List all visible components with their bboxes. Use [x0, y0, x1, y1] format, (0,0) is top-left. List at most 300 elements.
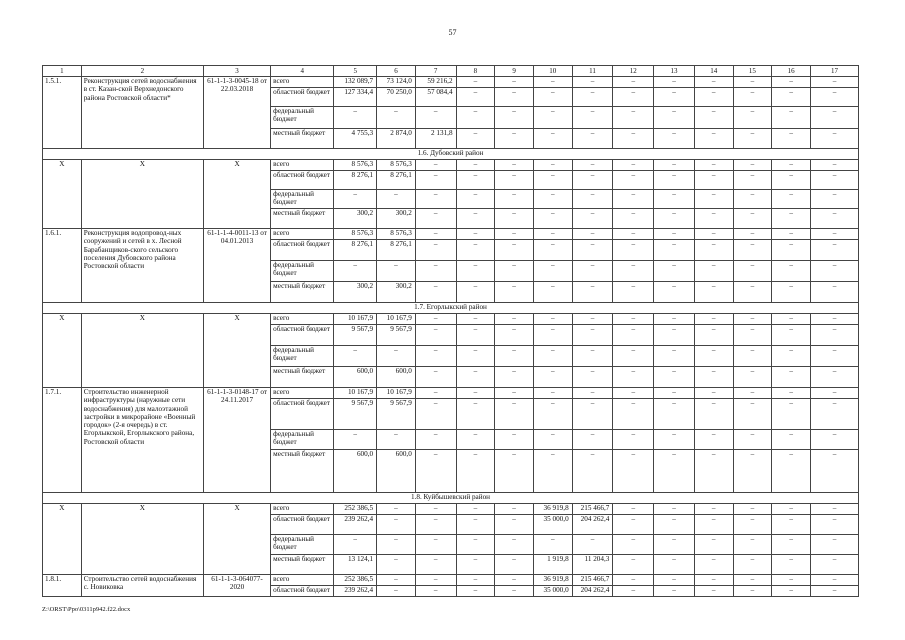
- dash-cell: –: [572, 282, 613, 303]
- dash-cell: –: [415, 325, 456, 346]
- item-number: 1.7.1.: [43, 388, 82, 493]
- dash-cell: –: [334, 261, 377, 282]
- dash-cell: –: [572, 160, 613, 171]
- dash-cell: –: [613, 504, 654, 515]
- dash-cell: –: [772, 314, 811, 325]
- value-cell: 132 089,7: [334, 77, 377, 88]
- dash-cell: –: [495, 129, 534, 149]
- value-cell: 252 386,5: [334, 504, 377, 515]
- value-cell: 215 466,7: [572, 575, 613, 586]
- dash-cell: –: [572, 535, 613, 555]
- funding-source: областной бюджет: [271, 171, 334, 190]
- value-cell: 36 919,8: [533, 575, 572, 586]
- dash-cell: –: [456, 88, 495, 107]
- dash-cell: –: [495, 586, 534, 597]
- column-number: 12: [613, 66, 654, 77]
- dash-cell: –: [415, 229, 456, 240]
- funding-source: местный бюджет: [271, 209, 334, 229]
- dash-cell: –: [810, 388, 858, 399]
- dash-cell: –: [533, 535, 572, 555]
- value-cell: 600,0: [334, 450, 377, 493]
- dash-cell: –: [733, 388, 772, 399]
- dash-cell: –: [415, 535, 456, 555]
- dash-cell: –: [495, 190, 534, 209]
- dash-cell: –: [772, 346, 811, 367]
- item-name: Реконструкция водопровод-ных сооружений и сетей в х. Лесной Барабанщиков-ского сельского поселения Дубовского района Ростовской области: [81, 229, 203, 303]
- dash-cell: –: [572, 388, 613, 399]
- dash-cell: –: [654, 504, 695, 515]
- dash-cell: –: [533, 314, 572, 325]
- dash-cell: –: [654, 190, 695, 209]
- section-title: 1.6. Дубовский район: [43, 149, 859, 160]
- value-cell: 239 262,4: [334, 586, 377, 597]
- dash-cell: –: [495, 77, 534, 88]
- dash-cell: –: [810, 282, 858, 303]
- dash-cell: –: [694, 107, 733, 129]
- funding-source: местный бюджет: [271, 282, 334, 303]
- item-name: Строительство инженерной инфраструктуры (наружные сети водоснабжения) для малоэтажной застройки в микрорайоне «Военный городок» (2-я очередь) в ст. Егорлыкской, Егорлыкского района, Ростовской области: [81, 388, 203, 493]
- funding-source: всего: [271, 229, 334, 240]
- column-number: 16: [772, 66, 811, 77]
- dash-cell: –: [495, 575, 534, 586]
- value-cell: 600,0: [377, 367, 416, 388]
- dash-cell: –: [694, 515, 733, 535]
- funding-source: федеральный бюджет: [271, 430, 334, 450]
- value-cell: 57 084,4: [415, 88, 456, 107]
- dash-cell: –: [495, 88, 534, 107]
- dash-cell: –: [533, 430, 572, 450]
- dash-cell: –: [694, 399, 733, 430]
- dash-cell: –: [456, 367, 495, 388]
- column-number: 15: [733, 66, 772, 77]
- dash-cell: –: [654, 240, 695, 261]
- dash-cell: –: [613, 209, 654, 229]
- dash-cell: –: [572, 107, 613, 129]
- dash-cell: –: [456, 129, 495, 149]
- dash-cell: –: [694, 314, 733, 325]
- item-number: 1.6.1.: [43, 229, 82, 303]
- item-name: Строительство сетей водоснабжения с. Новиковка: [81, 575, 203, 597]
- dash-cell: –: [772, 190, 811, 209]
- dash-cell: –: [810, 504, 858, 515]
- dash-cell: –: [772, 367, 811, 388]
- dash-cell: –: [415, 240, 456, 261]
- dash-cell: –: [733, 575, 772, 586]
- dash-cell: –: [613, 229, 654, 240]
- dash-cell: –: [495, 535, 534, 555]
- subtotal-row: [43, 160, 859, 171]
- funding-source: областной бюджет: [271, 515, 334, 535]
- dash-cell: –: [456, 314, 495, 325]
- value-cell: 10 167,9: [377, 314, 416, 325]
- dash-cell: –: [733, 430, 772, 450]
- dash-cell: –: [810, 190, 858, 209]
- dash-cell: –: [456, 430, 495, 450]
- x-mark: X: [81, 160, 203, 229]
- dash-cell: –: [495, 314, 534, 325]
- dash-cell: –: [456, 77, 495, 88]
- dash-cell: –: [733, 515, 772, 535]
- dash-cell: –: [533, 346, 572, 367]
- dash-cell: –: [694, 240, 733, 261]
- dash-cell: –: [654, 399, 695, 430]
- dash-cell: –: [733, 450, 772, 493]
- dash-cell: –: [810, 314, 858, 325]
- dash-cell: –: [334, 107, 377, 129]
- dash-cell: –: [654, 388, 695, 399]
- dash-cell: –: [415, 160, 456, 171]
- dash-cell: –: [572, 240, 613, 261]
- dash-cell: –: [572, 367, 613, 388]
- dash-cell: –: [810, 171, 858, 190]
- value-cell: 204 262,4: [572, 586, 613, 597]
- x-mark: X: [43, 504, 82, 575]
- column-number: 14: [694, 66, 733, 77]
- value-cell: 204 262,4: [572, 515, 613, 535]
- dash-cell: –: [733, 171, 772, 190]
- value-cell: 300,2: [334, 282, 377, 303]
- dash-cell: –: [772, 325, 811, 346]
- dash-cell: –: [654, 314, 695, 325]
- column-number: 17: [810, 66, 858, 77]
- dash-cell: –: [613, 77, 654, 88]
- dash-cell: –: [334, 430, 377, 450]
- dash-cell: –: [733, 282, 772, 303]
- dash-cell: –: [654, 430, 695, 450]
- dash-cell: –: [415, 575, 456, 586]
- item-code: 61-1-1-3-0148-17 от 24.11.2017: [203, 388, 270, 493]
- value-cell: 9 567,9: [334, 399, 377, 430]
- dash-cell: –: [415, 190, 456, 209]
- dash-cell: –: [495, 160, 534, 171]
- dash-cell: –: [533, 209, 572, 229]
- dash-cell: –: [613, 171, 654, 190]
- value-cell: 1 919,8: [533, 555, 572, 575]
- column-number: 10: [533, 66, 572, 77]
- dash-cell: –: [415, 314, 456, 325]
- dash-cell: –: [495, 261, 534, 282]
- item-code: 61-1-1-3-064077-2020: [203, 575, 270, 597]
- item-code: 61-1-1-4-0011-13 от 04.01.2013: [203, 229, 270, 303]
- dash-cell: –: [495, 367, 534, 388]
- dash-cell: –: [733, 77, 772, 88]
- funding-source: федеральный бюджет: [271, 190, 334, 209]
- dash-cell: –: [415, 107, 456, 129]
- dash-cell: –: [694, 575, 733, 586]
- dash-cell: –: [415, 430, 456, 450]
- dash-cell: –: [613, 129, 654, 149]
- dash-cell: –: [415, 450, 456, 493]
- value-cell: 2 874,0: [377, 129, 416, 149]
- dash-cell: –: [495, 346, 534, 367]
- dash-cell: –: [495, 399, 534, 430]
- dash-cell: –: [733, 129, 772, 149]
- dash-cell: –: [495, 325, 534, 346]
- dash-cell: –: [733, 555, 772, 575]
- funding-source: областной бюджет: [271, 399, 334, 430]
- dash-cell: –: [654, 160, 695, 171]
- dash-cell: –: [533, 388, 572, 399]
- page-number: 57: [448, 28, 457, 37]
- dash-cell: –: [613, 586, 654, 597]
- value-cell: 127 334,4: [334, 88, 377, 107]
- table-row: [43, 77, 859, 88]
- x-mark: X: [81, 314, 203, 388]
- dash-cell: –: [572, 261, 613, 282]
- dash-cell: –: [733, 209, 772, 229]
- dash-cell: –: [654, 229, 695, 240]
- dash-cell: –: [733, 160, 772, 171]
- dash-cell: –: [456, 107, 495, 129]
- value-cell: 8 276,1: [334, 171, 377, 190]
- value-cell: 11 204,3: [572, 555, 613, 575]
- dash-cell: –: [613, 346, 654, 367]
- dash-cell: –: [533, 282, 572, 303]
- column-number: 3: [203, 66, 270, 77]
- dash-cell: –: [733, 190, 772, 209]
- section-header-row: [43, 303, 859, 314]
- table-row: [43, 229, 859, 240]
- funding-source: местный бюджет: [271, 555, 334, 575]
- dash-cell: –: [810, 325, 858, 346]
- dash-cell: –: [533, 160, 572, 171]
- item-number: 1.5.1.: [43, 77, 82, 149]
- dash-cell: –: [572, 430, 613, 450]
- funding-source: областной бюджет: [271, 586, 334, 597]
- dash-cell: –: [533, 367, 572, 388]
- value-cell: 9 567,9: [377, 399, 416, 430]
- dash-cell: –: [572, 229, 613, 240]
- dash-cell: –: [772, 399, 811, 430]
- subtotal-row: [43, 504, 859, 515]
- dash-cell: –: [533, 325, 572, 346]
- dash-cell: –: [456, 209, 495, 229]
- dash-cell: –: [572, 399, 613, 430]
- dash-cell: –: [456, 160, 495, 171]
- dash-cell: –: [533, 450, 572, 493]
- dash-cell: –: [415, 282, 456, 303]
- dash-cell: –: [654, 88, 695, 107]
- funding-source: местный бюджет: [271, 450, 334, 493]
- dash-cell: –: [654, 209, 695, 229]
- dash-cell: –: [377, 107, 416, 129]
- dash-cell: –: [810, 367, 858, 388]
- dash-cell: –: [456, 325, 495, 346]
- dash-cell: –: [415, 388, 456, 399]
- value-cell: 35 000,0: [533, 586, 572, 597]
- dash-cell: –: [694, 586, 733, 597]
- dash-cell: –: [415, 555, 456, 575]
- dash-cell: –: [613, 575, 654, 586]
- dash-cell: –: [733, 535, 772, 555]
- dash-cell: –: [613, 555, 654, 575]
- dash-cell: –: [456, 171, 495, 190]
- dash-cell: –: [654, 107, 695, 129]
- dash-cell: –: [772, 171, 811, 190]
- dash-cell: –: [456, 535, 495, 555]
- dash-cell: –: [810, 555, 858, 575]
- program-table: [42, 65, 859, 597]
- dash-cell: –: [733, 367, 772, 388]
- column-number-row: [43, 66, 859, 77]
- dash-cell: –: [613, 107, 654, 129]
- dash-cell: –: [613, 261, 654, 282]
- dash-cell: –: [613, 450, 654, 493]
- dash-cell: –: [810, 515, 858, 535]
- dash-cell: –: [772, 160, 811, 171]
- dash-cell: –: [733, 504, 772, 515]
- dash-cell: –: [772, 555, 811, 575]
- funding-source: федеральный бюджет: [271, 261, 334, 282]
- dash-cell: –: [334, 346, 377, 367]
- dash-cell: –: [654, 261, 695, 282]
- item-code: 61-1-1-3-0045-18 от 22.03.2018: [203, 77, 270, 149]
- dash-cell: –: [495, 107, 534, 129]
- dash-cell: –: [495, 515, 534, 535]
- dash-cell: –: [694, 450, 733, 493]
- value-cell: 8 276,1: [377, 240, 416, 261]
- dash-cell: –: [772, 430, 811, 450]
- value-cell: 10 167,9: [334, 388, 377, 399]
- dash-cell: –: [415, 586, 456, 597]
- dash-cell: –: [733, 107, 772, 129]
- dash-cell: –: [456, 555, 495, 575]
- dash-cell: –: [733, 325, 772, 346]
- dash-cell: –: [613, 515, 654, 535]
- dash-cell: –: [456, 586, 495, 597]
- dash-cell: –: [613, 190, 654, 209]
- dash-cell: –: [613, 160, 654, 171]
- dash-cell: –: [334, 190, 377, 209]
- dash-cell: –: [613, 88, 654, 107]
- funding-source: областной бюджет: [271, 88, 334, 107]
- column-number: 9: [495, 66, 534, 77]
- dash-cell: –: [654, 77, 695, 88]
- dash-cell: –: [495, 229, 534, 240]
- dash-cell: –: [456, 515, 495, 535]
- dash-cell: –: [810, 240, 858, 261]
- funding-source: всего: [271, 388, 334, 399]
- subtotal-row: [43, 314, 859, 325]
- dash-cell: –: [772, 450, 811, 493]
- dash-cell: –: [694, 261, 733, 282]
- dash-cell: –: [572, 171, 613, 190]
- dash-cell: –: [654, 171, 695, 190]
- dash-cell: –: [810, 261, 858, 282]
- dash-cell: –: [377, 190, 416, 209]
- dash-cell: –: [495, 504, 534, 515]
- file-path-footer: Z:\ORST\Ppo\0311p942.f22.docx: [42, 606, 131, 613]
- dash-cell: –: [733, 240, 772, 261]
- dash-cell: –: [654, 346, 695, 367]
- dash-cell: –: [810, 160, 858, 171]
- table-row: [43, 388, 859, 399]
- dash-cell: –: [456, 282, 495, 303]
- value-cell: 215 466,7: [572, 504, 613, 515]
- dash-cell: –: [377, 261, 416, 282]
- dash-cell: –: [694, 367, 733, 388]
- column-number: 8: [456, 66, 495, 77]
- value-cell: 300,2: [377, 209, 416, 229]
- dash-cell: –: [533, 129, 572, 149]
- dash-cell: –: [810, 535, 858, 555]
- dash-cell: –: [810, 229, 858, 240]
- dash-cell: –: [810, 77, 858, 88]
- dash-cell: –: [415, 346, 456, 367]
- dash-cell: –: [772, 240, 811, 261]
- dash-cell: –: [495, 240, 534, 261]
- dash-cell: –: [654, 515, 695, 535]
- dash-cell: –: [495, 209, 534, 229]
- dash-cell: –: [613, 282, 654, 303]
- dash-cell: –: [810, 575, 858, 586]
- column-number: 6: [377, 66, 416, 77]
- dash-cell: –: [694, 504, 733, 515]
- dash-cell: –: [377, 504, 416, 515]
- funding-source: местный бюджет: [271, 367, 334, 388]
- value-cell: 300,2: [377, 282, 416, 303]
- dash-cell: –: [772, 388, 811, 399]
- dash-cell: –: [772, 209, 811, 229]
- x-mark: X: [81, 504, 203, 575]
- dash-cell: –: [495, 450, 534, 493]
- dash-cell: –: [415, 261, 456, 282]
- value-cell: 36 919,8: [533, 504, 572, 515]
- dash-cell: –: [572, 346, 613, 367]
- column-number: 7: [415, 66, 456, 77]
- dash-cell: –: [572, 325, 613, 346]
- dash-cell: –: [694, 209, 733, 229]
- dash-cell: –: [654, 450, 695, 493]
- dash-cell: –: [694, 388, 733, 399]
- dash-cell: –: [377, 515, 416, 535]
- dash-cell: –: [694, 190, 733, 209]
- dash-cell: –: [572, 314, 613, 325]
- dash-cell: –: [613, 535, 654, 555]
- dash-cell: –: [810, 88, 858, 107]
- dash-cell: –: [733, 399, 772, 430]
- dash-cell: –: [415, 171, 456, 190]
- dash-cell: –: [572, 129, 613, 149]
- column-number: 1: [43, 66, 82, 77]
- funding-source: всего: [271, 314, 334, 325]
- x-mark: X: [203, 314, 270, 388]
- dash-cell: –: [377, 586, 416, 597]
- dash-cell: –: [456, 504, 495, 515]
- dash-cell: –: [533, 107, 572, 129]
- value-cell: 600,0: [334, 367, 377, 388]
- dash-cell: –: [377, 535, 416, 555]
- value-cell: 35 000,0: [533, 515, 572, 535]
- dash-cell: –: [415, 515, 456, 535]
- x-mark: X: [203, 160, 270, 229]
- column-number: 2: [81, 66, 203, 77]
- dash-cell: –: [733, 229, 772, 240]
- dash-cell: –: [533, 229, 572, 240]
- dash-cell: –: [415, 504, 456, 515]
- dash-cell: –: [613, 240, 654, 261]
- dash-cell: –: [456, 388, 495, 399]
- funding-source: федеральный бюджет: [271, 346, 334, 367]
- dash-cell: –: [377, 346, 416, 367]
- column-number: 4: [271, 66, 334, 77]
- dash-cell: –: [772, 88, 811, 107]
- dash-cell: –: [613, 314, 654, 325]
- value-cell: 239 262,4: [334, 515, 377, 535]
- dash-cell: –: [772, 261, 811, 282]
- column-number: 5: [334, 66, 377, 77]
- column-number: 13: [654, 66, 695, 77]
